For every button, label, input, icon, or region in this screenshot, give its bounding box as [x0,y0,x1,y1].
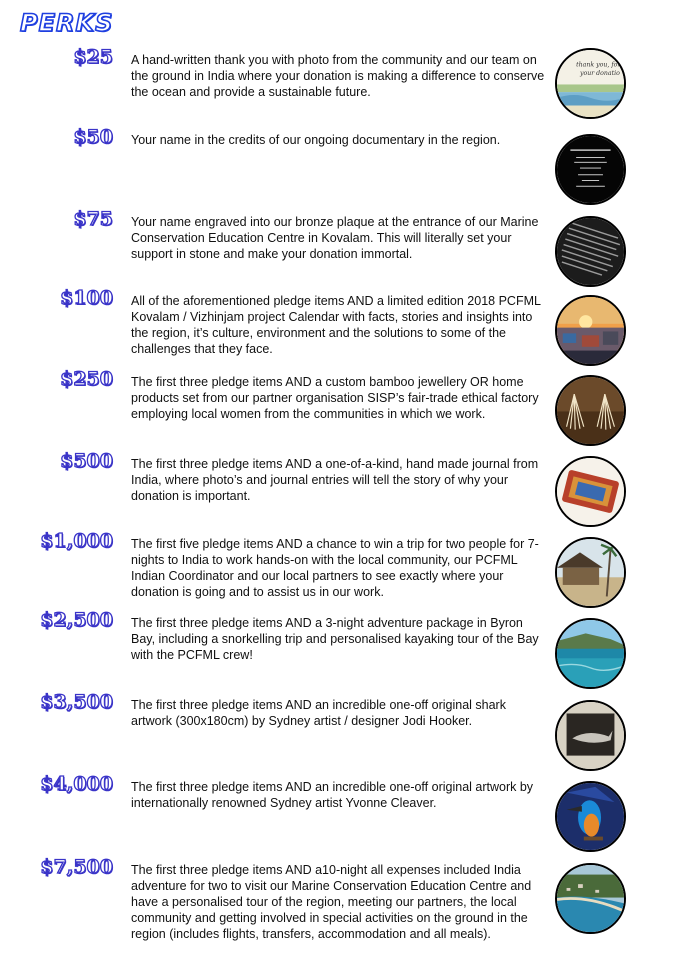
perk-description: The first three pledge items AND a10-night all expenses included India adventure for two to visit our Marine Conservation Education Centre and have a personalised tour of the region, meeting our partners, the local community and getting involved in special activities on the ground in the region (includes flights, transfers, accommodation and all meals). [131,863,532,941]
perk-description: The first three pledge items AND an incredible one-off original shark artwork (300x180cm) by Sydney artist / designer Jodi Hooker. [131,698,506,728]
kingfisher-artwork-image [555,781,626,852]
perk-price: $1,000 [40,530,113,552]
perk-description: The first three pledge items AND a 3-night adventure package in Byron Bay, including a snorkelling trip and personalised kayaking tour of the Bay with the PCFML crew! [131,616,539,662]
bronze-plaque-image [555,216,626,287]
shark-artwork-image [555,700,626,771]
perk-description: Your name in the credits of our ongoing documentary in the region. [131,133,501,147]
india-trip-image [555,537,626,608]
perk-description: Your name engraved into our bronze plaque at the entrance of our Marine Conservation Education Centre in Kovalam. This will literally set your support in stone and make your donation immortal. [131,215,539,261]
calendar-image [555,295,626,366]
india-adventure-image [555,863,626,934]
byron-bay-image [555,618,626,689]
bamboo-jewellery-image [555,375,626,446]
perk-price: $75 [73,208,113,230]
perk-price: $25 [73,46,113,68]
svg-text:your donatio: your donatio [579,69,620,77]
svg-text:thank you, for: thank you, for [576,61,621,69]
perk-description: The first three pledge items AND a custom bamboo jewellery OR home products set from our partner organisation SISP’s fair-trade ethical factory employing local women from the communities in which we work. [131,375,539,421]
perk-description: A hand-written thank you with photo from the community and our team on the ground in India where your donation is making a difference to conserve the ocean and provide a sustainable future. [131,53,545,99]
perk-description: All of the aforementioned pledge items AND a limited edition 2018 PCFML Kovalam / Vizhinjam project Calendar with facts, stories and insights into the region, it’s culture, environment and the solutions to some of the challenges that they face. [131,294,541,356]
page-title: PERKS [20,9,114,37]
perk-price: $4,000 [40,773,113,795]
perk-description: The first five pledge items AND a chance to win a trip for two people for 7-nights to India to work hands-on with the local community, our PCFML Indian Coordinator and our local partners to see exactly where your donation is going and to assist us in our work. [131,537,539,599]
perk-price: $3,500 [40,691,113,713]
perk-description: The first three pledge items AND an incredible one-off original artwork by internationally renowned Sydney artist Yvonne Cleaver. [131,780,534,810]
perk-price: $500 [60,450,113,472]
perk-description: The first three pledge items AND a one-of-a-kind, hand made journal from India, where photo’s and journal entries will tell the story of why your donation is important. [131,457,539,503]
documentary-credits-image [555,134,626,205]
handmade-journal-image [555,456,626,527]
perk-price: $50 [73,126,113,148]
perk-price: $250 [60,368,113,390]
perk-price: $2,500 [40,609,113,631]
perk-price: $100 [60,287,113,309]
perk-price: $7,500 [40,856,113,878]
thank-you-card-image [555,48,626,119]
